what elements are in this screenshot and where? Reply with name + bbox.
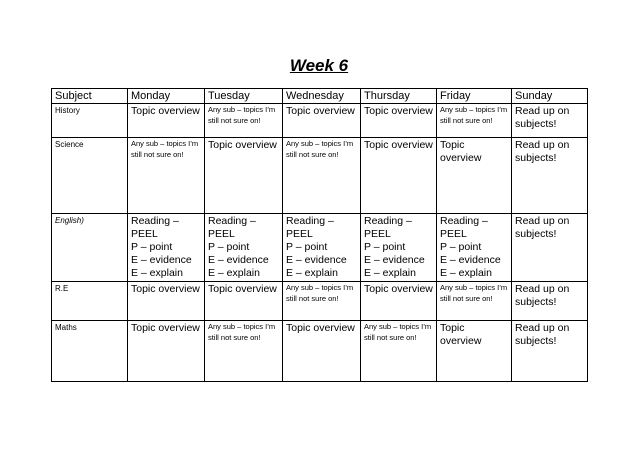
subject-cell: R.E [52, 282, 128, 321]
table-cell: Topic overview [205, 282, 283, 321]
table-row [52, 214, 588, 282]
table-row [52, 104, 588, 138]
column-header-tuesday: Tuesday [205, 89, 283, 104]
table-cell: Reading – PEEL P – point E – evidence E – explain [437, 214, 512, 282]
table-cell: Topic overview [361, 138, 437, 214]
table-cell: Read up on subjects! [512, 321, 588, 382]
table-cell: Any sub – topics I’m still not sure on! [437, 282, 512, 321]
table-cell: Any sub – topics I’m still not sure on! [283, 138, 361, 214]
column-header-thursday: Thursday [361, 89, 437, 104]
page-title: Week 6 [289, 56, 349, 75]
table-cell: Read up on subjects! [512, 138, 588, 214]
column-header-monday: Monday [128, 89, 205, 104]
subject-cell: English) [52, 214, 128, 282]
table-cell: Any sub – topics I’m still not sure on! [128, 138, 205, 214]
table-cell: Reading – PEEL P – point E – evidence E – explain [361, 214, 437, 282]
table-cell: Reading – PEEL P – point E – evidence E – explain [128, 214, 205, 282]
table-cell: Any sub – topics I’m still not sure on! [205, 321, 283, 382]
timetable [51, 88, 588, 382]
table-cell: Topic overview [437, 321, 512, 382]
table-cell: Any sub – topics I’m still not sure on! [361, 321, 437, 382]
table-row [52, 138, 588, 214]
table-cell: Reading – PEEL P – point E – evidence E – explain [205, 214, 283, 282]
table-cell: Any sub – topics I’m still not sure on! [205, 104, 283, 138]
column-header-wednesday: Wednesday [283, 89, 361, 104]
table-cell: Topic overview [128, 282, 205, 321]
table-cell: Any sub – topics I’m still not sure on! [283, 282, 361, 321]
column-header-friday: Friday [437, 89, 512, 104]
table-cell: Read up on subjects! [512, 282, 588, 321]
table-cell: Topic overview [128, 321, 205, 382]
table-cell: Any sub – topics I’m still not sure on! [437, 104, 512, 138]
table-cell: Read up on subjects! [512, 214, 588, 282]
table-cell: Reading – PEEL P – point E – evidence E – explain [283, 214, 361, 282]
subject-cell: History [52, 104, 128, 138]
table-cell: Topic overview [361, 104, 437, 138]
subject-cell: Science [52, 138, 128, 214]
table-cell: Topic overview [283, 321, 361, 382]
table-cell: Topic overview [283, 104, 361, 138]
table-row [52, 321, 588, 382]
table-cell: Topic overview [128, 104, 205, 138]
table-cell: Read up on subjects! [512, 104, 588, 138]
header-row [52, 89, 588, 104]
subject-cell: Maths [52, 321, 128, 382]
column-header-subject: Subject [52, 89, 128, 104]
table-cell: Topic overview [437, 138, 512, 214]
table-cell: Topic overview [361, 282, 437, 321]
column-header-sunday: Sunday [512, 89, 588, 104]
table-cell: Topic overview [205, 138, 283, 214]
table-row [52, 282, 588, 321]
